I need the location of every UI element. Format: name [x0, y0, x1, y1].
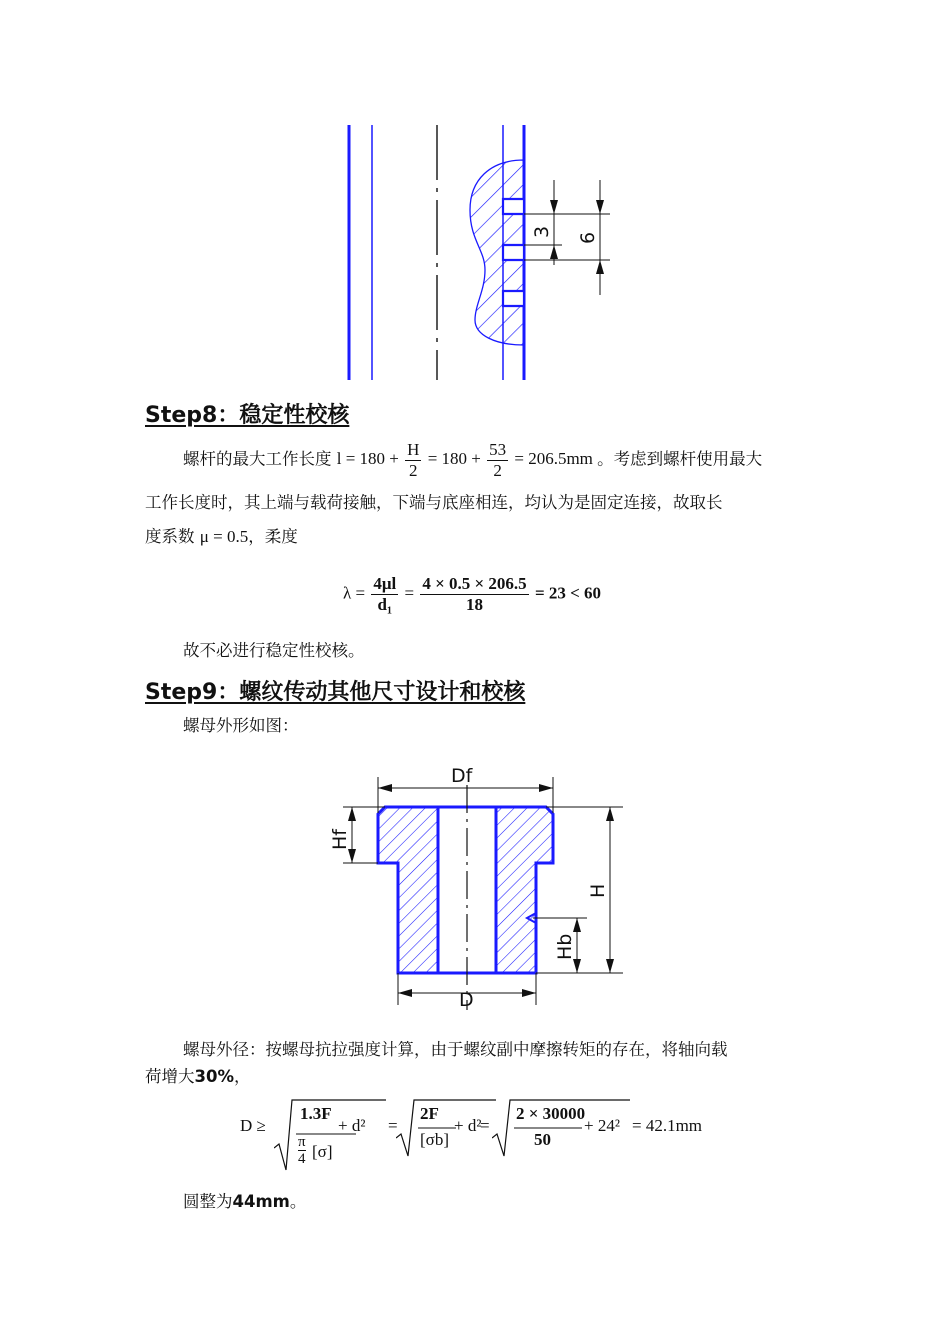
dim-Df-label: Df	[451, 765, 473, 787]
step8-conclusion: 故不必进行稳定性校核。	[183, 641, 365, 660]
step8-paragraph-line2: 工作长度时，其上端与载荷接触，下端与底座相连，均认为是固定连接，故取长	[145, 493, 723, 512]
dim-6-label: 6	[577, 231, 599, 244]
step8-text-prefix: 螺杆的最大工作长度	[183, 449, 332, 469]
step9-result: 圆整为44mm。	[183, 1192, 307, 1211]
step9-paragraph-line1: 螺母外径：按螺母抗拉强度计算，由于螺纹副中摩擦转矩的存在，将轴向载	[183, 1040, 728, 1059]
step8-text-suffix: 。考虑到螺杆使用最大	[597, 449, 763, 469]
dim-Hf-label: Hf	[329, 829, 351, 850]
nut-outline-figure	[325, 755, 635, 1020]
step9-intro: 螺母外形如图：	[183, 716, 299, 735]
thread-section-figure	[330, 120, 620, 385]
dim-D-label: D	[459, 989, 474, 1011]
slenderness-equation: λ = $\frac{4\mu l}{\text{d₁}}$ = $\frac{4 \times 0.5 \times 206.5}{18}$ = 23 < 60	[343, 574, 602, 614]
dim-3-label: 3	[531, 225, 553, 238]
screw-length-equation: l = 180 + $\frac{H}{2}$ = 180 + $\frac{53}{2}$ = 206.5mm	[336, 440, 593, 480]
step9-heading: Step9：螺纹传动其他尺寸设计和校核	[145, 680, 526, 705]
step8-heading: Step8：稳定性校核	[145, 403, 350, 428]
mu-equation: μ = 0.5	[199, 527, 249, 546]
dim-Hb-label: Hb	[554, 933, 576, 960]
step8-paragraph-line1	[183, 440, 762, 481]
dim-H-label: H	[587, 883, 609, 898]
step8-paragraph-line3: 度系数 μ = 0.5，柔度	[145, 527, 298, 546]
outer-diameter-equation: D ≥ 1.3F π 4 [σ] + d² = 2F [σb] + d² = 2 × 30000 50 + 24² = 42.1mm	[240, 1096, 720, 1176]
step9-paragraph-line2: 荷增大30%，	[145, 1067, 251, 1086]
